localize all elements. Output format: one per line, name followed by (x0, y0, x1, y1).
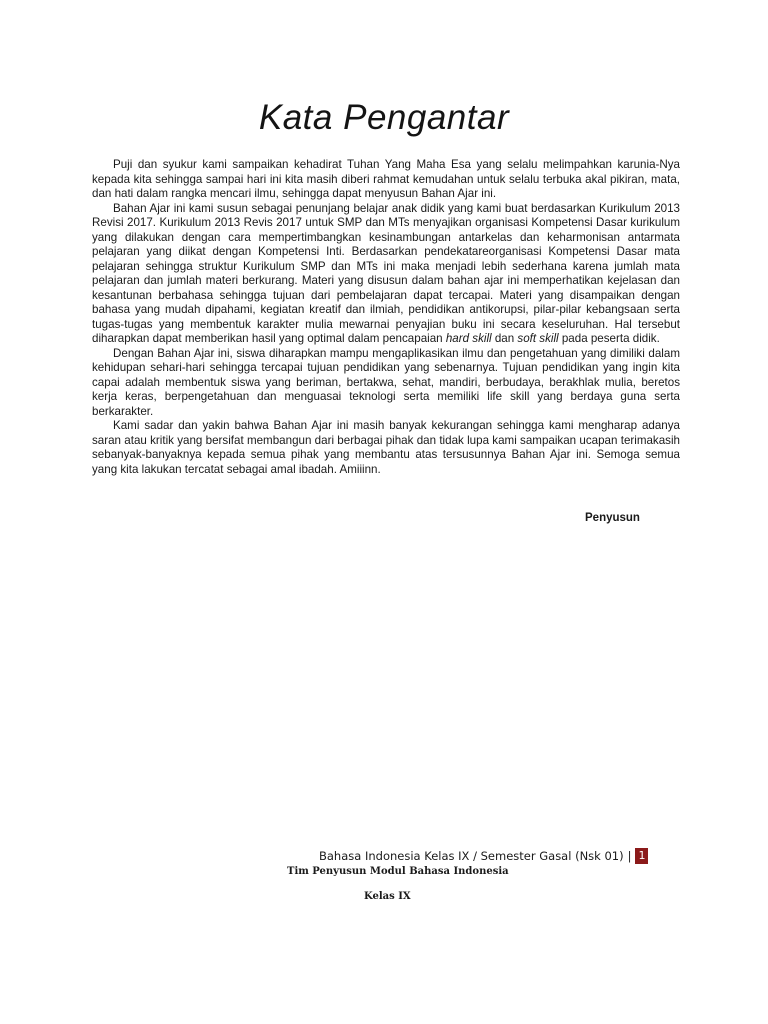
page-title: Kata Pengantar (258, 98, 510, 137)
paragraph-2-and: dan (491, 332, 518, 345)
paragraph-1: Puji dan syukur kami sampaikan kehadirat Tuhan Yang Maha Esa yang selalu melimpahkan karunia-Nya kepada kita sehingga sampai hari ini kita masih diberi rahmat kemudahan untuk selalu terbuka akal pikiran, mata, dan hati dalam rangka mencari ilmu, sehingga dapat menyusun Bahan Ajar ini. (92, 158, 680, 200)
class-label: Kelas IX (364, 891, 411, 902)
paragraph-2-text: Bahan Ajar ini kami susun sebagai penunjang belajar anak didik yang kami buat berdasarkan Kurikulum 2013 Revisi 2017. Kurikulum 2013 Revis 2017 untuk SMP dan MTs menyajikan organisasi Kompetensi Dasar kurikulum yang dilakukan dengan cara mempertimbangkan kesinambungan antarkelas dan keharmonisan antarmata pelajaran yang diikat dengan Kompetensi Inti. Berdasarkan pendekatareorganisasi Kompetensi Dasar mata pelajaran sehingga struktur Kurikulum SMP dan MTs ini maka menjadi lebih sederhana karena jumlah mata pelajaran dan jumlah materi berkurang. Materi yang disusun dalam bahan ajar ini memperhatikan kejelasan dan kesantunan berbahasa sehingga tujuan dari pembelajaran dapat tercapai. Materi yang disampaikan dengan bahasa yang mudah dipahami, kegiatan kreatif dan ilmiah, pendidikan antikorupsi, pilar-pilar kebangsaan serta tugas-tugas yang membentuk karakter mulia mewarnai penyajian buku ini secara keseluruhan. Hal tersebut diharapkan dapat memberikan hasil yang optimal dalam pencapaian (92, 201, 680, 345)
paragraph-2 (92, 202, 680, 347)
running-header-text: Bahasa Indonesia Kelas IX / Semester Gasal (Nsk 01) (319, 849, 624, 863)
running-footer (319, 848, 648, 864)
body-text (92, 158, 680, 477)
paragraph-2-end: pada peserta didik. (558, 332, 660, 345)
paragraph-3: Dengan Bahan Ajar ini, siswa diharapkan mampu mengaplikasikan ilmu dan pengetahuan yang dimiliki dalam kehidupan sehari-hari sehingga tercapai tujuan pendidikan yang sebenarnya. Tujuan pendidikan yang ingin kita capai adalah membentuk siswa yang beriman, bertakwa, sehat, mandiri, berbudaya, berakhlak mulia, beretos kerja keras, berpengetahuan dan menguasai teknologi serta memiliki life skill yang berdaya guna serta berkarakter. (92, 346, 680, 418)
page-number-badge: 1 (635, 848, 648, 864)
signature: Penyusun (585, 512, 640, 524)
footer-separator: | (627, 849, 632, 863)
soft-skill-term: soft skill (517, 332, 559, 345)
team-name: Tim Penyusun Modul Bahasa Indonesia (287, 866, 509, 877)
paragraph-4: Kami sadar dan yakin bahwa Bahan Ajar ini masih banyak kekurangan sehingga kami mengharap adanya saran atau kritik yang bersifat membangun dari berbagai pihak dan tidak lupa kami sampaikan ucapan terimakasih sebanyak-banyaknya kepada semua pihak yang membantu atas tersusunnya Bahan Ajar ini. Semoga semua yang kita lakukan tercatat sebagai amal ibadah. Amiiinn. (92, 419, 680, 476)
hard-skill-term: hard skill (445, 332, 492, 345)
